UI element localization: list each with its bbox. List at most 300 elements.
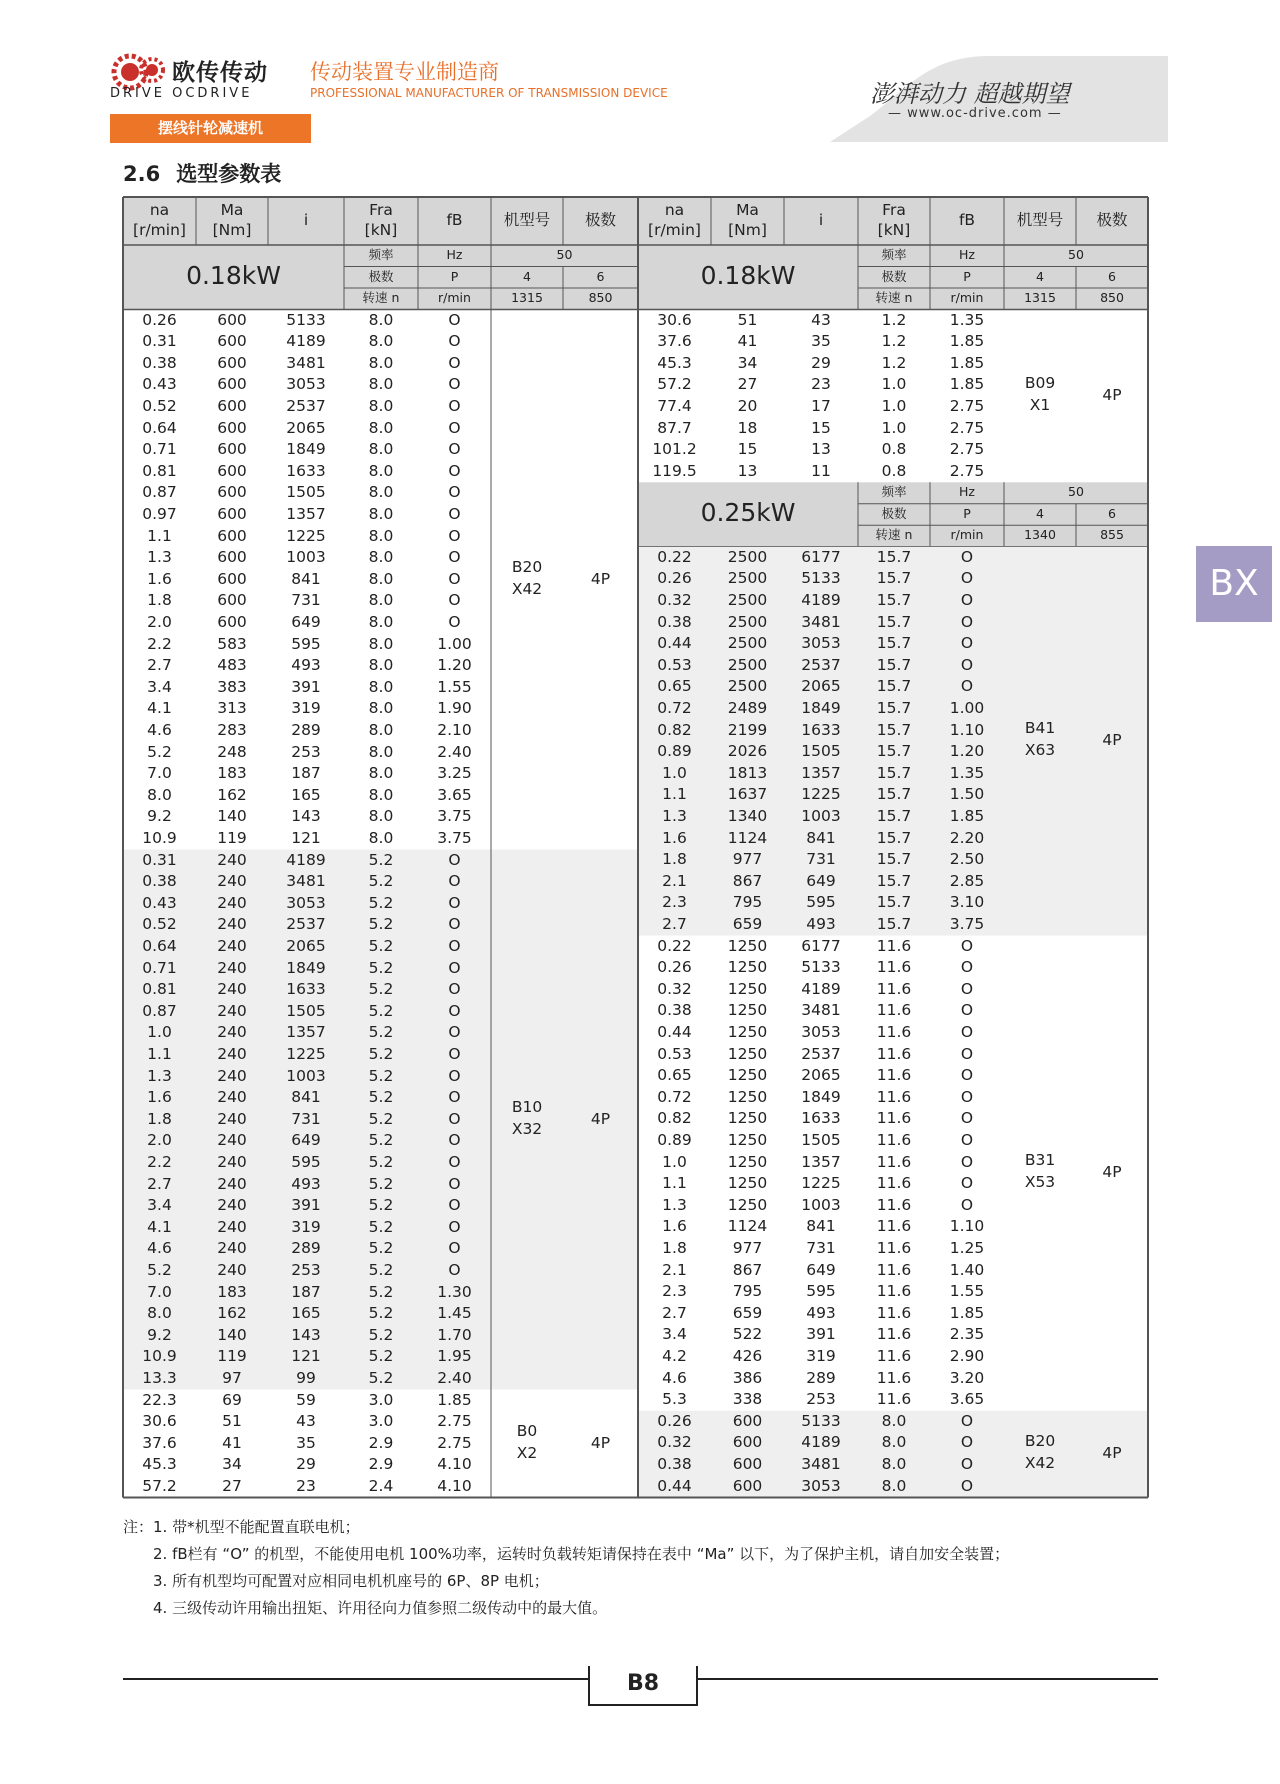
right-poles-value: 4P [1102, 1163, 1122, 1182]
right-row-cell: 11.6 [876, 1347, 912, 1365]
right-row-cell: 977 [732, 850, 763, 869]
left-row-cell: 119 [217, 1347, 247, 1366]
left-row-cell: O [448, 1109, 461, 1128]
left-row-cell: O [448, 872, 461, 891]
right-row-cell: 11.6 [876, 1044, 912, 1063]
right-row-cell: 0.32 [657, 1433, 692, 1452]
left-row-cell: 8.0 [368, 569, 394, 588]
left-row-cell: 7.0 [147, 1282, 172, 1301]
right-sub-value: 4 [1036, 268, 1044, 284]
right-row-cell: 1.0 [881, 396, 907, 415]
left-row-cell: 5.2 [368, 1109, 394, 1128]
right-row-cell: 1.85 [949, 332, 985, 351]
left-row-cell: 240 [217, 915, 247, 934]
right-row-cell: 1.2 [881, 332, 907, 351]
left-row-cell: 8.0 [368, 353, 394, 372]
right-row-cell: 0.44 [657, 1476, 692, 1495]
left-row-cell: 600 [217, 461, 247, 480]
left-row-cell: 8.0 [368, 332, 394, 351]
right-poles-value: 4P [1102, 1444, 1122, 1462]
left-row-cell: O [448, 1131, 461, 1150]
right-row-cell: 2500 [727, 547, 768, 566]
brand-name-en: DRIVE OCDRIVE [110, 86, 253, 101]
left-row-cell: O [448, 548, 461, 567]
left-row-cell: 29 [296, 1455, 316, 1474]
right-row-cell: 15.7 [876, 807, 912, 825]
right-row-cell: 8.0 [881, 1455, 907, 1473]
right-row-cell: 15.7 [876, 547, 912, 566]
left-row-cell: O [448, 958, 461, 977]
left-col-header: 机型号 [503, 211, 551, 229]
left-row-cell: 1.3 [147, 1066, 172, 1085]
left-row-cell: O [448, 980, 461, 999]
right-row-cell: 1250 [727, 1066, 768, 1085]
right-row-cell: 3053 [801, 634, 841, 653]
left-row-cell: 0.87 [142, 483, 177, 502]
left-row-cell: 3.75 [437, 807, 472, 826]
right-poles-value: 4P [1102, 731, 1122, 750]
right-row-cell: 2.75 [949, 418, 985, 437]
left-row-cell: 5.2 [368, 1239, 394, 1258]
right-row-cell: 3481 [801, 612, 841, 631]
right-row-cell: O [960, 958, 974, 977]
left-row-cell: 240 [217, 980, 247, 999]
left-row-cell: 1.6 [147, 1088, 172, 1107]
section-number: 2.6 [123, 162, 161, 186]
left-row-cell: 313 [217, 699, 247, 718]
left-row-cell: 600 [217, 310, 247, 329]
left-row-cell: 240 [217, 1109, 247, 1128]
left-row-cell: 5.2 [368, 1196, 394, 1215]
right-row-cell: O [960, 1476, 974, 1495]
right-row-cell: O [960, 547, 974, 566]
left-row-cell: 140 [217, 1325, 247, 1344]
left-row-cell: 34 [222, 1455, 242, 1474]
left-row-cell: O [448, 1152, 461, 1171]
left-row-cell: 8.0 [368, 591, 394, 610]
right-row-cell: 2.7 [662, 1303, 687, 1322]
left-row-cell: 1.90 [437, 699, 472, 718]
right-row-cell: 289 [806, 1368, 836, 1387]
left-row-cell: 8.0 [368, 764, 394, 783]
left-row-cell: 162 [217, 1304, 247, 1323]
right-row-cell: 0.53 [657, 655, 692, 674]
left-row-cell: 2.7 [147, 656, 172, 675]
right-row-cell: 795 [732, 1282, 763, 1301]
left-row-cell: 3.0 [368, 1390, 394, 1409]
right-row-cell: 30.6 [657, 310, 692, 329]
right-row-cell: 1.20 [949, 742, 985, 761]
left-row-cell: 319 [291, 1217, 321, 1236]
right-row-cell: 15 [811, 418, 831, 437]
left-row-cell: O [448, 1217, 461, 1236]
right-row-cell: 1225 [801, 1174, 841, 1193]
left-poles-value: 4P [590, 1433, 611, 1452]
left-sub-unit: r/min [438, 290, 471, 305]
left-row-cell: 2.0 [147, 612, 172, 631]
left-row-cell: 5.2 [368, 1347, 394, 1366]
right-row-cell: 2489 [727, 699, 768, 717]
right-row-cell: 0.72 [657, 1087, 692, 1106]
left-row-cell: 1.30 [437, 1282, 472, 1301]
left-sub-unit: Hz [446, 247, 463, 262]
left-row-cell: 240 [217, 1217, 247, 1236]
left-row-cell: 2.2 [147, 1152, 172, 1171]
right-row-cell: 0.72 [657, 699, 692, 717]
right-row-cell: 35 [811, 332, 831, 351]
left-row-cell: 1225 [286, 1044, 326, 1063]
left-row-cell: 595 [291, 1152, 321, 1171]
left-row-cell: 0.38 [142, 353, 177, 372]
right-row-cell: 522 [732, 1325, 763, 1344]
left-sub-label: 极数 [368, 268, 394, 284]
left-row-cell: 8.0 [368, 634, 394, 653]
right-model-code: B20 [1024, 1432, 1056, 1450]
right-row-cell: 11.6 [876, 1001, 912, 1020]
left-row-cell: 5.2 [368, 1023, 394, 1042]
right-row-cell: 1.2 [881, 310, 907, 329]
left-row-cell: O [448, 396, 461, 415]
right-row-cell: 649 [806, 1260, 836, 1279]
left-row-cell: 600 [217, 526, 247, 545]
left-row-cell: 8.0 [368, 396, 394, 415]
left-col-header: na [149, 201, 170, 219]
left-row-cell: 1.95 [437, 1347, 472, 1366]
left-row-cell: 35 [296, 1433, 316, 1452]
left-row-cell: 2.4 [368, 1476, 394, 1495]
right-row-cell: O [960, 1131, 974, 1149]
left-row-cell: 5.2 [368, 850, 394, 869]
right-col-unit: [Nm] [728, 221, 767, 239]
left-row-cell: 3.0 [368, 1412, 394, 1431]
right-row-cell: O [960, 677, 974, 696]
left-row-cell: 8.0 [368, 720, 394, 739]
right-row-cell: 253 [806, 1390, 836, 1409]
right-row-cell: 1.0 [881, 375, 907, 394]
left-sub-value: 1315 [511, 290, 543, 305]
right-col-unit: [kN] [877, 221, 911, 239]
right-row-cell: 4189 [801, 591, 841, 609]
left-row-cell: 1.55 [437, 677, 472, 696]
right-sub-unit: P [963, 268, 971, 284]
right-row-cell: 3053 [801, 1023, 841, 1041]
left-row-cell: 1633 [286, 980, 326, 999]
left-row-cell: O [448, 375, 461, 394]
right-row-cell: O [960, 1411, 974, 1430]
left-row-cell: 240 [217, 1088, 247, 1107]
left-row-cell: 1357 [286, 1023, 326, 1042]
left-row-cell: 2.10 [437, 720, 472, 739]
left-col-unit: [Nm] [212, 221, 252, 239]
right-row-cell: 2500 [727, 634, 768, 653]
right-row-cell: 867 [732, 1260, 763, 1279]
right-row-cell: 1.10 [949, 1217, 985, 1236]
left-row-cell: 0.71 [142, 440, 177, 459]
right-row-cell: O [960, 591, 974, 609]
left-row-cell: 1849 [286, 440, 326, 459]
right-row-cell: 1.10 [949, 720, 985, 739]
left-row-cell: 8.0 [368, 418, 394, 437]
right-row-cell: 0.26 [657, 569, 692, 588]
left-row-cell: 3481 [286, 353, 326, 372]
left-row-cell: O [448, 353, 461, 372]
right-row-cell: 11.6 [876, 1087, 912, 1106]
left-row-cell: 3.65 [437, 785, 472, 804]
right-row-cell: 4.6 [662, 1368, 687, 1387]
left-row-cell: 121 [291, 828, 321, 847]
right-model-code: X1 [1029, 395, 1051, 414]
side-tab-bx[interactable]: BX [1196, 546, 1272, 622]
left-row-cell: 99 [296, 1368, 316, 1387]
right-row-cell: 11.6 [876, 1368, 912, 1387]
right-row-cell: O [960, 1087, 974, 1106]
right-row-cell: 15.7 [876, 763, 912, 782]
left-row-cell: 240 [217, 893, 247, 912]
left-row-cell: 5.2 [368, 1152, 394, 1171]
left-row-cell: 13.3 [142, 1368, 177, 1387]
left-row-cell: 1225 [286, 526, 326, 545]
left-row-cell: 8.0 [368, 677, 394, 696]
right-row-cell: 0.65 [657, 1066, 692, 1085]
left-row-cell: 1505 [286, 1001, 326, 1020]
left-row-cell: 240 [217, 1196, 247, 1215]
page-number: B8 [588, 1666, 698, 1706]
right-row-cell: 2.50 [949, 850, 985, 869]
left-row-cell: 240 [217, 1001, 247, 1020]
left-row-cell: 2.40 [437, 1368, 472, 1387]
left-row-cell: 1.3 [147, 548, 172, 567]
right-row-cell: 493 [806, 915, 836, 933]
left-model-code: B20 [511, 557, 543, 576]
right-col-header: 机型号 [1016, 211, 1064, 229]
right-row-cell: 1849 [801, 699, 841, 717]
left-row-cell: 0.26 [142, 310, 177, 329]
left-row-cell: 2537 [286, 915, 326, 934]
right-row-cell: O [960, 1195, 974, 1214]
right-row-cell: 6177 [801, 547, 841, 566]
right-row-cell: 0.44 [657, 1023, 692, 1041]
left-row-cell: 1.20 [437, 656, 472, 675]
right-col-unit: [r/min] [648, 221, 701, 239]
right-row-cell: 119.5 [652, 461, 697, 480]
right-model-code: B31 [1024, 1151, 1056, 1170]
right-row-cell: 1250 [727, 1131, 768, 1149]
left-row-cell: 649 [291, 612, 321, 631]
right-row-cell: 493 [806, 1303, 836, 1322]
right-row-cell: 2500 [727, 591, 768, 609]
left-row-cell: O [448, 1044, 461, 1063]
right-row-cell: O [960, 1001, 974, 1020]
right-row-cell: 0.22 [657, 936, 692, 955]
right-row-cell: 2.1 [662, 1260, 687, 1279]
right-row-cell: 51 [737, 310, 758, 329]
right-row-cell: 0.8 [881, 461, 907, 480]
left-col-header: i [303, 211, 309, 229]
right-col-header: fB [958, 211, 976, 229]
right-row-cell: 2065 [801, 677, 841, 696]
right-row-cell: 4.2 [662, 1347, 687, 1365]
right-row-cell: 15.7 [876, 612, 912, 631]
right-row-cell: 731 [806, 850, 836, 869]
right-row-cell: 0.38 [657, 1455, 692, 1473]
left-row-cell: 5.2 [368, 1174, 394, 1193]
left-row-cell: 583 [217, 634, 247, 653]
left-row-cell: O [448, 569, 461, 588]
left-row-cell: 3053 [286, 375, 326, 394]
right-row-cell: 2500 [727, 655, 768, 674]
right-sub-value: 6 [1108, 505, 1116, 521]
left-row-cell: O [448, 850, 461, 869]
right-row-cell: 41 [737, 332, 758, 351]
left-row-cell: 5.2 [368, 1368, 394, 1387]
right-sub-value: 50 [1068, 484, 1084, 500]
right-row-cell: 3.20 [949, 1368, 985, 1387]
right-row-cell: 4189 [801, 979, 841, 998]
right-row-cell: 977 [732, 1239, 763, 1257]
right-row-cell: 319 [806, 1347, 836, 1365]
left-row-cell: 8.0 [368, 461, 394, 480]
right-row-cell: 1.85 [949, 807, 985, 825]
right-row-cell: O [960, 1023, 974, 1041]
left-row-cell: 8.0 [368, 612, 394, 631]
right-row-cell: 1.3 [662, 1195, 687, 1214]
left-row-cell: 0.31 [142, 332, 177, 351]
left-row-cell: 43 [296, 1412, 316, 1431]
section-title-text: 选型参数表 [176, 162, 282, 186]
left-row-cell: 69 [222, 1390, 242, 1409]
left-sub-value: 6 [596, 268, 605, 284]
right-row-cell: 1225 [801, 785, 841, 804]
right-row-cell: 2.3 [662, 1282, 687, 1301]
right-row-cell: 15.7 [876, 655, 912, 674]
right-sub-value: 6 [1108, 268, 1116, 284]
right-row-cell: 1357 [801, 1152, 841, 1171]
left-row-cell: 0.97 [142, 504, 177, 523]
left-row-cell: 119 [217, 828, 247, 847]
right-row-cell: 8.0 [881, 1476, 907, 1495]
website-text: www.oc-drive.com [907, 106, 1043, 121]
right-model-code: X42 [1024, 1454, 1056, 1472]
left-row-cell: 5.2 [368, 1304, 394, 1323]
right-row-cell: 386 [732, 1368, 763, 1387]
left-row-cell: 162 [217, 785, 247, 804]
right-row-cell: 43 [811, 310, 831, 329]
right-row-cell: 11.6 [876, 1066, 912, 1085]
left-row-cell: 22.3 [142, 1390, 177, 1409]
left-row-cell: 5.2 [368, 915, 394, 934]
right-row-cell: 8.0 [881, 1433, 907, 1452]
right-row-cell: 15.7 [876, 785, 912, 804]
left-row-cell: 3053 [286, 893, 326, 912]
left-row-cell: O [448, 504, 461, 523]
left-row-cell: 1003 [286, 548, 326, 567]
right-row-cell: 1.0 [662, 763, 687, 782]
left-row-cell: 1003 [286, 1066, 326, 1085]
right-row-cell: 731 [806, 1239, 836, 1257]
left-row-cell: 2.75 [437, 1412, 472, 1431]
right-row-cell: 1849 [801, 1087, 841, 1106]
right-row-cell: 1357 [801, 763, 841, 782]
right-power-label: 0.25kW [700, 498, 796, 528]
left-row-cell: 143 [291, 807, 321, 826]
left-row-cell: O [448, 893, 461, 912]
right-sub-label: 频率 [881, 247, 907, 262]
right-sub-value: 4 [1036, 505, 1044, 521]
left-row-cell: 8.0 [368, 440, 394, 459]
right-row-cell: 2.7 [662, 915, 687, 933]
left-row-cell: 391 [291, 1196, 321, 1215]
left-row-cell: 51 [222, 1412, 242, 1431]
right-row-cell: 659 [732, 915, 763, 933]
right-row-cell: 15.7 [876, 634, 912, 653]
right-row-cell: O [960, 1066, 974, 1085]
right-row-cell: 2.35 [949, 1325, 985, 1344]
left-row-cell: O [448, 1088, 461, 1107]
left-row-cell: 1.70 [437, 1325, 472, 1344]
left-row-cell: 10.9 [142, 828, 177, 847]
left-row-cell: O [448, 1001, 461, 1020]
left-row-cell: 8.0 [147, 1304, 172, 1323]
left-row-cell: 8.0 [368, 656, 394, 675]
right-row-cell: 27 [737, 375, 758, 394]
left-sub-value: 850 [588, 290, 613, 305]
right-sub-unit: P [963, 505, 971, 521]
left-row-cell: O [448, 483, 461, 502]
right-row-cell: 600 [732, 1476, 763, 1495]
right-col-header: 极数 [1096, 211, 1128, 229]
right-row-cell: 0.22 [657, 547, 692, 566]
left-row-cell: 5.2 [368, 1088, 394, 1107]
right-row-cell: 11.6 [876, 1260, 912, 1279]
left-row-cell: 731 [291, 1109, 321, 1128]
left-row-cell: 8.0 [368, 504, 394, 523]
right-row-cell: 1.3 [662, 807, 687, 825]
right-row-cell: 3481 [801, 1455, 841, 1473]
left-row-cell: 59 [296, 1390, 316, 1409]
left-row-cell: 289 [291, 1239, 321, 1258]
right-row-cell: 595 [806, 1282, 836, 1301]
right-row-cell: 1505 [801, 1131, 841, 1149]
left-row-cell: 253 [291, 742, 321, 761]
left-row-cell: O [448, 1066, 461, 1085]
left-row-cell: 2065 [286, 936, 326, 955]
left-row-cell: 841 [291, 1088, 321, 1107]
right-row-cell: 20 [737, 396, 758, 415]
left-row-cell: 5.2 [147, 1260, 172, 1279]
left-row-cell: 97 [222, 1368, 242, 1387]
left-row-cell: 41 [222, 1433, 242, 1452]
left-model-code: B0 [516, 1421, 538, 1440]
right-row-cell: 0.38 [657, 1001, 692, 1020]
left-row-cell: 600 [217, 396, 247, 415]
right-row-cell: 15.7 [876, 699, 912, 717]
left-row-cell: 253 [291, 1260, 321, 1279]
left-row-cell: 5.2 [368, 958, 394, 977]
right-row-cell: 11.6 [876, 1303, 912, 1322]
right-row-cell: 1.8 [662, 1239, 687, 1257]
right-row-cell: 1.2 [881, 353, 907, 372]
right-sub-label: 极数 [881, 505, 907, 521]
left-row-cell: O [448, 461, 461, 480]
left-row-cell: 9.2 [147, 807, 172, 826]
left-col-unit: [kN] [364, 221, 398, 239]
right-row-cell: 2.85 [949, 871, 985, 890]
left-row-cell: 240 [217, 958, 247, 977]
right-row-cell: 3.75 [949, 915, 985, 933]
right-row-cell: 1250 [727, 979, 768, 998]
left-row-cell: 240 [217, 1174, 247, 1193]
right-row-cell: 2.1 [662, 871, 687, 890]
